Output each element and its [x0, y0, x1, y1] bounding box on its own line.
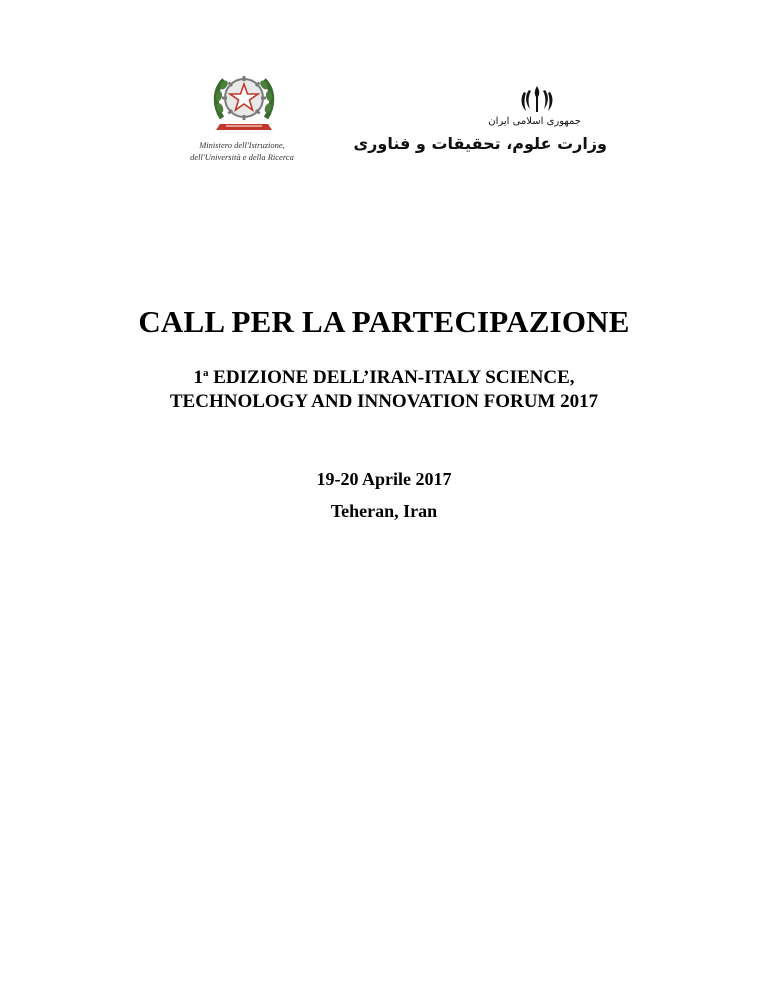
edition-superscript: a: [202, 367, 209, 379]
iran-emblem-icon: [520, 84, 554, 114]
ministry-name-line-1: Ministero dell'Istruzione,: [199, 140, 285, 150]
iran-republic-text: جمهوری اسلامی ایران: [488, 116, 581, 127]
ministry-name-line-2: dell'Università e della Ricerca: [190, 152, 294, 162]
edition-number: 1: [193, 367, 203, 388]
event-location: Teheran, Iran: [330, 501, 438, 521]
miur-logo: [172, 68, 312, 168]
event-dates: 19-20 Aprile 2017: [316, 469, 452, 489]
italian-republic-emblem-icon: [212, 68, 276, 136]
ministry-science-text: وزارت علوم، تحقیقات و فناوری: [353, 134, 607, 153]
msrt-logo: [353, 84, 611, 164]
subtitle-line-1: EDIZIONE DELL’IRAN-ITALY SCIENCE,: [208, 367, 575, 388]
edition-subtitle: [0, 366, 768, 414]
page-title: CALL PER LA PARTECIPAZIONE: [138, 304, 630, 339]
subtitle-line-2: TECHNOLOGY AND INNOVATION FORUM 2017: [169, 391, 599, 412]
